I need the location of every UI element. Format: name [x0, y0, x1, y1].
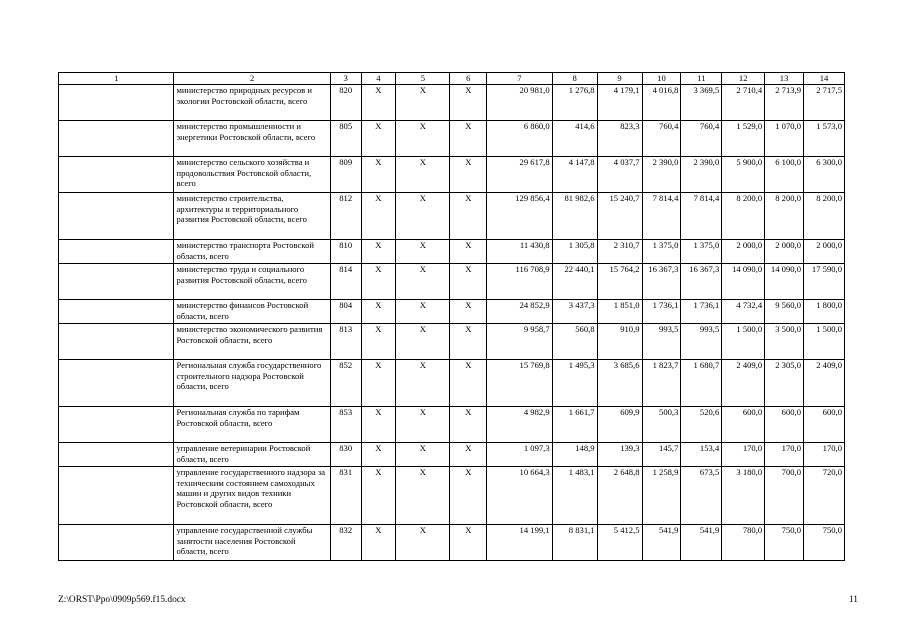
header-cell-3: 3 — [330, 73, 361, 85]
x-cell: X — [361, 85, 396, 121]
x-cell: X — [450, 193, 487, 240]
amount-cell-col12: 2 409,0 — [722, 360, 765, 407]
amount-cell-col7: 14 199,1 — [487, 525, 552, 561]
amount-cell-col7: 15 769,8 — [487, 360, 552, 407]
x-cell: X — [361, 525, 396, 561]
amount-cell-col14: 2 409,0 — [804, 360, 845, 407]
row-number-cell — [59, 443, 174, 467]
amount-cell-col11: 520,6 — [681, 407, 722, 443]
row-number-cell — [59, 264, 174, 300]
x-cell: X — [361, 443, 396, 467]
amount-cell-col13: 6 100,0 — [765, 157, 804, 193]
x-cell: X — [450, 240, 487, 264]
amount-cell-col9: 609,9 — [597, 407, 642, 443]
amount-cell-col7: 29 617,8 — [487, 157, 552, 193]
code-cell: 809 — [330, 157, 361, 193]
amount-cell-col10: 145,7 — [642, 443, 681, 467]
amount-cell-col9: 910,9 — [597, 324, 642, 360]
table-row — [59, 157, 845, 193]
amount-cell-col13: 750,0 — [765, 525, 804, 561]
amount-cell-col7: 10 664,3 — [487, 467, 552, 525]
row-number-cell — [59, 324, 174, 360]
amount-cell-col13: 2 000,0 — [765, 240, 804, 264]
organization-name-cell: Региональная служба государственного строительного надзора Ростовской области, всего — [174, 360, 330, 407]
amount-cell-col10: 1 823,7 — [642, 360, 681, 407]
x-cell: X — [450, 300, 487, 324]
x-cell: X — [396, 324, 450, 360]
amount-cell-col13: 9 560,0 — [765, 300, 804, 324]
row-number-cell — [59, 240, 174, 264]
amount-cell-col7: 4 982,9 — [487, 407, 552, 443]
amount-cell-col13: 600,0 — [765, 407, 804, 443]
amount-cell-col9: 1 851,0 — [597, 300, 642, 324]
x-cell: X — [396, 525, 450, 561]
amount-cell-col7: 129 856,4 — [487, 193, 552, 240]
x-cell: X — [361, 264, 396, 300]
amount-cell-col10: 2 390,0 — [642, 157, 681, 193]
amount-cell-col12: 5 900,0 — [722, 157, 765, 193]
amount-cell-col14: 6 300,0 — [804, 157, 845, 193]
table-row — [59, 467, 845, 525]
amount-cell-col8: 1 661,7 — [552, 407, 597, 443]
code-cell: 820 — [330, 85, 361, 121]
header-cell-1: 1 — [59, 73, 174, 85]
table-row — [59, 525, 845, 561]
amount-cell-col12: 600,0 — [722, 407, 765, 443]
amount-cell-col13: 170,0 — [765, 443, 804, 467]
footer-page-number: 11 — [848, 595, 858, 605]
x-cell: X — [450, 121, 487, 157]
amount-cell-col9: 15 764,2 — [597, 264, 642, 300]
amount-cell-col7: 11 430,8 — [487, 240, 552, 264]
amount-cell-col11: 541,9 — [681, 525, 722, 561]
x-cell: X — [361, 407, 396, 443]
amount-cell-col8: 4 147,8 — [552, 157, 597, 193]
table-row — [59, 443, 845, 467]
code-cell: 853 — [330, 407, 361, 443]
header-cell-8: 8 — [552, 73, 597, 85]
amount-cell-col9: 4 179,1 — [597, 85, 642, 121]
amount-cell-col10: 760,4 — [642, 121, 681, 157]
amount-cell-col7: 24 852,9 — [487, 300, 552, 324]
amount-cell-col12: 170,0 — [722, 443, 765, 467]
organization-name-cell: министерство строительства, архитектуры и территориального развития Ростовской области, всего — [174, 193, 330, 240]
code-cell: 805 — [330, 121, 361, 157]
amount-cell-col11: 2 390,0 — [681, 157, 722, 193]
amount-cell-col12: 14 090,0 — [722, 264, 765, 300]
amount-cell-col7: 20 981,0 — [487, 85, 552, 121]
table-row — [59, 193, 845, 240]
code-cell: 810 — [330, 240, 361, 264]
header-cell-10: 10 — [642, 73, 681, 85]
header-cell-14: 14 — [804, 73, 845, 85]
amount-cell-col8: 1 483,1 — [552, 467, 597, 525]
organization-name-cell: управление ветеринарии Ростовской области, всего — [174, 443, 330, 467]
header-cell-12: 12 — [722, 73, 765, 85]
organization-name-cell: министерство транспорта Ростовской области, всего — [174, 240, 330, 264]
x-cell: X — [361, 157, 396, 193]
x-cell: X — [450, 407, 487, 443]
code-cell: 852 — [330, 360, 361, 407]
amount-cell-col11: 1 736,1 — [681, 300, 722, 324]
organization-name-cell: управление государственной службы занятости населения Ростовской области, всего — [174, 525, 330, 561]
amount-cell-col7: 9 958,7 — [487, 324, 552, 360]
amount-cell-col8: 1 276,8 — [552, 85, 597, 121]
row-number-cell — [59, 407, 174, 443]
amount-cell-col10: 1 258,9 — [642, 467, 681, 525]
x-cell: X — [361, 300, 396, 324]
amount-cell-col10: 993,5 — [642, 324, 681, 360]
amount-cell-col9: 823,3 — [597, 121, 642, 157]
amount-cell-col11: 16 367,3 — [681, 264, 722, 300]
row-number-cell — [59, 121, 174, 157]
amount-cell-col13: 700,0 — [765, 467, 804, 525]
organization-name-cell: министерство промышленности и энергетики Ростовской области, всего — [174, 121, 330, 157]
x-cell: X — [450, 157, 487, 193]
amount-cell-col13: 14 090,0 — [765, 264, 804, 300]
amount-cell-col8: 1 305,8 — [552, 240, 597, 264]
amount-cell-col11: 993,5 — [681, 324, 722, 360]
amount-cell-col8: 81 982,6 — [552, 193, 597, 240]
amount-cell-col11: 7 814,4 — [681, 193, 722, 240]
x-cell: X — [396, 157, 450, 193]
x-cell: X — [396, 85, 450, 121]
amount-cell-col10: 16 367,3 — [642, 264, 681, 300]
amount-cell-col8: 22 440,1 — [552, 264, 597, 300]
amount-cell-col8: 8 831,1 — [552, 525, 597, 561]
row-number-cell — [59, 525, 174, 561]
amount-cell-col9: 3 685,6 — [597, 360, 642, 407]
row-number-cell — [59, 85, 174, 121]
organization-name-cell: Региональная служба по тарифам Ростовской области, всего — [174, 407, 330, 443]
x-cell: X — [450, 443, 487, 467]
amount-cell-col11: 1 680,7 — [681, 360, 722, 407]
amount-cell-col12: 780,0 — [722, 525, 765, 561]
x-cell: X — [361, 240, 396, 264]
x-cell: X — [396, 300, 450, 324]
amount-cell-col14: 1 800,0 — [804, 300, 845, 324]
amount-cell-col10: 1 375,0 — [642, 240, 681, 264]
x-cell: X — [361, 324, 396, 360]
amount-cell-col11: 760,4 — [681, 121, 722, 157]
amount-cell-col7: 6 860,0 — [487, 121, 552, 157]
x-cell: X — [361, 467, 396, 525]
header-cell-5: 5 — [396, 73, 450, 85]
table-row — [59, 85, 845, 121]
amount-cell-col12: 1 529,0 — [722, 121, 765, 157]
amount-cell-col14: 8 200,0 — [804, 193, 845, 240]
amount-cell-col8: 3 437,3 — [552, 300, 597, 324]
header-cell-6: 6 — [450, 73, 487, 85]
table-body — [59, 73, 845, 561]
x-cell: X — [450, 324, 487, 360]
amount-cell-col12: 4 732,4 — [722, 300, 765, 324]
amount-cell-col10: 541,9 — [642, 525, 681, 561]
amount-cell-col8: 414,6 — [552, 121, 597, 157]
amount-cell-col11: 673,5 — [681, 467, 722, 525]
amount-cell-col13: 2 713,9 — [765, 85, 804, 121]
x-cell: X — [361, 193, 396, 240]
amount-cell-col11: 1 375,0 — [681, 240, 722, 264]
amount-cell-col13: 1 070,0 — [765, 121, 804, 157]
table-row — [59, 121, 845, 157]
code-cell: 830 — [330, 443, 361, 467]
code-cell: 813 — [330, 324, 361, 360]
code-cell: 804 — [330, 300, 361, 324]
x-cell: X — [396, 121, 450, 157]
table-row — [59, 360, 845, 407]
footer-file-path: Z:\ORST\Ppo\0909p569.f15.docx — [58, 595, 186, 605]
organization-name-cell: министерство экономического развития Ростовской области, всего — [174, 324, 330, 360]
amount-cell-col14: 600,0 — [804, 407, 845, 443]
table-row — [59, 407, 845, 443]
organization-name-cell: министерство труда и социального развития Ростовской области, всего — [174, 264, 330, 300]
amount-cell-col13: 8 200,0 — [765, 193, 804, 240]
x-cell: X — [396, 443, 450, 467]
amount-cell-col9: 5 412,5 — [597, 525, 642, 561]
amount-cell-col10: 500,3 — [642, 407, 681, 443]
organization-name-cell: управление государственного надзора за техническим состоянием самоходных машин и других видов техники Ростовской области, всего — [174, 467, 330, 525]
header-cell-11: 11 — [681, 73, 722, 85]
header-cell-13: 13 — [765, 73, 804, 85]
amount-cell-col12: 1 500,0 — [722, 324, 765, 360]
header-cell-2: 2 — [174, 73, 330, 85]
amount-cell-col12: 2 000,0 — [722, 240, 765, 264]
x-cell: X — [396, 407, 450, 443]
amount-cell-col14: 170,0 — [804, 443, 845, 467]
amount-cell-col13: 3 500,0 — [765, 324, 804, 360]
budget-table — [58, 72, 845, 561]
code-cell: 831 — [330, 467, 361, 525]
row-number-cell — [59, 467, 174, 525]
amount-cell-col11: 153,4 — [681, 443, 722, 467]
amount-cell-col14: 17 590,0 — [804, 264, 845, 300]
amount-cell-col14: 720,0 — [804, 467, 845, 525]
x-cell: X — [361, 121, 396, 157]
table-row — [59, 324, 845, 360]
x-cell: X — [396, 264, 450, 300]
x-cell: X — [450, 525, 487, 561]
code-cell: 832 — [330, 525, 361, 561]
organization-name-cell: министерство природных ресурсов и экологии Ростовской области, всего — [174, 85, 330, 121]
amount-cell-col10: 1 736,1 — [642, 300, 681, 324]
x-cell: X — [450, 360, 487, 407]
header-cell-4: 4 — [361, 73, 396, 85]
amount-cell-col7: 116 708,9 — [487, 264, 552, 300]
code-cell: 814 — [330, 264, 361, 300]
x-cell: X — [450, 264, 487, 300]
x-cell: X — [396, 240, 450, 264]
header-cell-9: 9 — [597, 73, 642, 85]
amount-cell-col8: 560,8 — [552, 324, 597, 360]
table-row — [59, 264, 845, 300]
row-number-cell — [59, 193, 174, 240]
row-number-cell — [59, 300, 174, 324]
amount-cell-col7: 1 097,3 — [487, 443, 552, 467]
amount-cell-col10: 4 016,8 — [642, 85, 681, 121]
amount-cell-col9: 15 240,7 — [597, 193, 642, 240]
x-cell: X — [361, 360, 396, 407]
amount-cell-col9: 139,3 — [597, 443, 642, 467]
code-cell: 812 — [330, 193, 361, 240]
table-header-row — [59, 73, 845, 85]
header-cell-7: 7 — [487, 73, 552, 85]
table-row — [59, 300, 845, 324]
amount-cell-col8: 1 495,3 — [552, 360, 597, 407]
amount-cell-col14: 2 717,5 — [804, 85, 845, 121]
table-row — [59, 240, 845, 264]
organization-name-cell: министерство финансов Ростовской области, всего — [174, 300, 330, 324]
x-cell: X — [396, 360, 450, 407]
row-number-cell — [59, 360, 174, 407]
x-cell: X — [396, 467, 450, 525]
x-cell: X — [450, 467, 487, 525]
amount-cell-col13: 2 305,0 — [765, 360, 804, 407]
amount-cell-col11: 3 369,5 — [681, 85, 722, 121]
row-number-cell — [59, 157, 174, 193]
x-cell: X — [396, 193, 450, 240]
amount-cell-col8: 148,9 — [552, 443, 597, 467]
amount-cell-col9: 4 037,7 — [597, 157, 642, 193]
amount-cell-col14: 1 573,0 — [804, 121, 845, 157]
amount-cell-col14: 1 500,0 — [804, 324, 845, 360]
amount-cell-col12: 8 200,0 — [722, 193, 765, 240]
amount-cell-col9: 2 310,7 — [597, 240, 642, 264]
amount-cell-col9: 2 648,8 — [597, 467, 642, 525]
x-cell: X — [450, 85, 487, 121]
organization-name-cell: министерство сельского хозяйства и продовольствия Ростовской области, всего — [174, 157, 330, 193]
amount-cell-col14: 750,0 — [804, 525, 845, 561]
amount-cell-col10: 7 814,4 — [642, 193, 681, 240]
amount-cell-col14: 2 000,0 — [804, 240, 845, 264]
amount-cell-col12: 3 180,0 — [722, 467, 765, 525]
amount-cell-col12: 2 710,4 — [722, 85, 765, 121]
